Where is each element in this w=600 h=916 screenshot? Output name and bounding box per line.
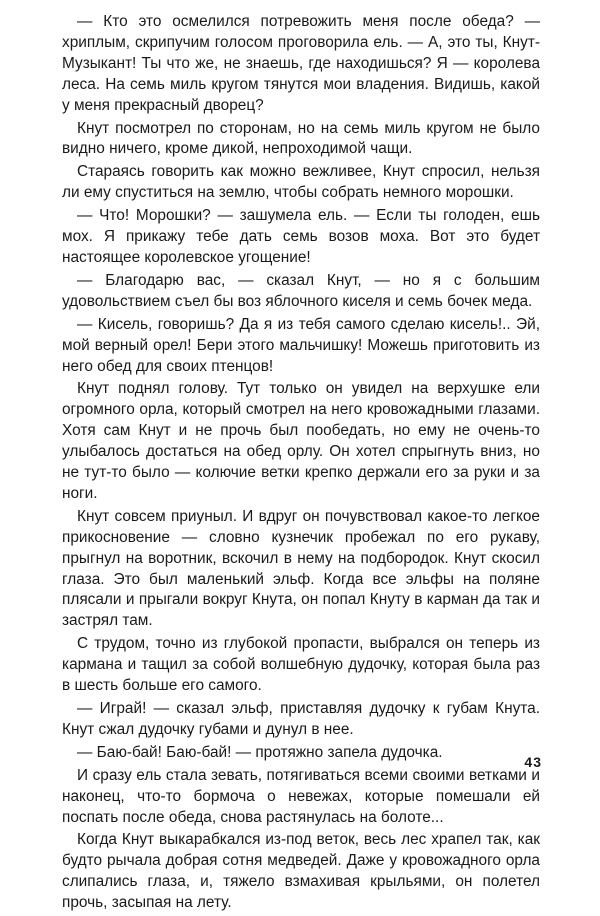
paragraph-12: И сразу ель стала зевать, потягиваться всеми своими ветками и наконец, что-то бормоча о невежах, которые помешали ей поспать после обеда, снова растянулась на болоте... [62, 766, 540, 826]
paragraph-5: — Благодарю вас, — сказал Кнут, — но я с большим удовольствием съел бы воз яблочного киселя и семь бочек меда. [62, 271, 540, 310]
page-number: 43 [524, 754, 542, 770]
paragraph-13: Когда Кнут выкарабкался из-под веток, весь лес храпел так, как будто рычала добрая сотня медведей. Даже у кровожадного орла слипались глаза, и, тяжело взмахивая крыльями, он полетел прочь, засыпая на лету. [62, 831, 540, 912]
paragraph-10: — Играй! — сказал эльф, приставляя дудочку к губам Кнута. Кнут сжал дудочку губами и дунул в нее. [62, 700, 540, 738]
paragraph-7: Кнут поднял голову. Тут только он увидел на верхушке ели огромного орла, который смотрел на него кровожадными глазами. Хотя сам Кнут и не прочь был пообедать, но ему не очень-то улыбалось достаться на обед орлу. Он хотел спрыгнуть вниз, но не тут-то было — колючие ветки крепко держали его за руки и за ноги. [62, 380, 540, 502]
paragraph-11: — Баю-бай! Баю-бай! — протяжно запела дудочка. [77, 743, 443, 761]
paragraph-6: — Кисель, говоришь? Да я из тебя самого сделаю кисель!.. Эй, мой верный орел! Бери этого мальчишку! Можешь приготовить из него обед для своих птенцов! [62, 315, 540, 375]
page-text [62, 12, 540, 916]
paragraph-4: — Что! Морошки? — зашумела ель. — Если ты голоден, ешь мох. Я прикажу тебе дать семь возов моха. Вот это будет настоящее королевское угощение! [62, 207, 540, 266]
paragraph-9: С трудом, точно из глубокой пропасти, выбрался он теперь из кармана и тащил за собой волшебную дудочку, которая была раз в шесть больше его самого. [62, 635, 540, 695]
paragraph-8: Кнут совсем приуныл. И вдруг он почувствовал какое-то легкое прикосновение — словно кузнечик пробежал по его рукаву, прыгнул на воротник, вскочил в нему на подбородок. Кнут скосил глаза. Это был маленький эльф. Когда все эльфы на поляне плясали и прыгали вокруг Кнута, он попал Кнуту в карман да так и застрял там. [62, 507, 540, 630]
paragraph-2: Кнут посмотрел по сторонам, но на семь миль кругом не было видно ничего, кроме дикой, непроходимой чащи. [62, 119, 540, 158]
paragraph-3: Стараясь говорить как можно вежливее, Кнут спросил, нельзя ли ему спуститься на землю, чтобы собрать немного морошки. [62, 163, 540, 202]
paragraph-1: — Кто это осмелился потревожить меня после обеда? — хриплым, скрипучим голосом проговорила ель. — А, это ты, Кнут-Музыкант! Ты что же, не знаешь, где находишься? Я — королева леса. На семь миль кругом тянутся мои владения. Видишь, какой у меня прекрасный дворец? [62, 13, 540, 114]
